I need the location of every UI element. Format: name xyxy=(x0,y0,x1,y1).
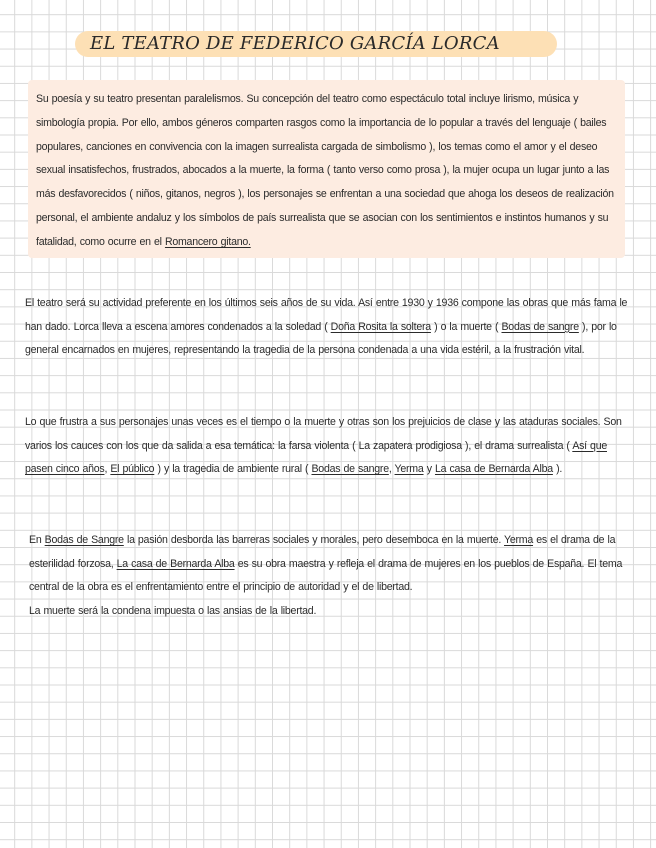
work-title: Bodas de sangre xyxy=(501,320,579,333)
closing-line: La muerte será la condena impuesta o las ansias de la libertad. xyxy=(29,604,317,617)
page-title: EL TEATRO DE FEDERICO GARCÍA LORCA xyxy=(90,33,500,54)
paragraph-text: ) o la muerte ( xyxy=(430,320,502,333)
work-title: Doña Rosita la soltera xyxy=(330,320,431,333)
work-title: El público xyxy=(110,463,155,476)
work-title: Bodas de Sangre xyxy=(44,534,124,546)
paragraph-text: y xyxy=(423,463,435,476)
work-title: Bodas de sangre xyxy=(311,463,389,476)
work-title: Romancero gitano. xyxy=(164,235,251,248)
paragraph-text: , xyxy=(104,463,111,476)
work-title: La casa de Bernarda Alba xyxy=(434,463,553,476)
intro-text: Su poesía y su teatro presentan paralelismos. Su concepción del teatro como espectáculo total incluye lirismo, música y simbología propia. Por ello, ambos géneros comparten rasgos como la importancia de lo popular a través del lenguaje ( bailes populares, canciones en convivencia con la imagen surrealista cargada de simbolismo ), los temas como el amor y el deseo sexual insatisfechos, frustrados, abocados a la muerte, la forma ( tanto verso como prosa ), la mujer ocupa un lugar junto a las más desfavorecidos ( niños, gitanos, negros ), los personajes se enfrentan a una sociedad que ahoga los deseos de realización personal, el ambiente andaluz y los símbolos de país surrealista que se asocian con los sentimientos e instintos humanos y su fatalidad, como ocurre en el xyxy=(36,93,614,248)
paragraph-text: es el drama de la esterilidad forzosa, xyxy=(29,534,616,570)
paragraph-text: ), por lo general encarnados en mujeres, representando la tragedia de la persona condenada a una vida estéril, a la frustración vital. xyxy=(25,320,617,357)
paragraph-3 xyxy=(29,529,635,623)
paragraph-text: Lo que frustra a sus personajes unas veces es el tiempo o la muerte y otras son los prejuicios de clase y las ataduras sociales. Son varios los cauces con los que da salida a esa temática: la farsa violenta ( La zapatera prodigiosa ), el drama surrealista ( xyxy=(25,416,622,452)
paragraph-text: El teatro será su actividad preferente en los últimos seis años de su vida. Así entre 1930 y 1936 compone las obras que más fama le han dado. Lorca lleva a escena amores condenados a la soledad ( xyxy=(25,297,628,333)
work-title: La casa de Bernarda Alba xyxy=(116,557,235,570)
paragraph-text: ) y la tragedia de ambiente rural ( xyxy=(154,463,312,476)
paragraph-2 xyxy=(25,411,635,482)
intro-paragraph xyxy=(36,88,618,255)
paragraph-text: la pasión desborda las barreras sociales y morales, pero desemboca en la muerte. xyxy=(123,534,505,546)
paragraph-1 xyxy=(25,292,635,363)
work-title: Así que pasen cinco años xyxy=(25,439,607,476)
paragraph-text: es su obra maestra y refleja el drama de mujeres en los pueblos de España. El tema central de la obra es el enfrentamiento entre el principio de autoridad y el de libertad. xyxy=(29,557,623,594)
paragraph-text: , xyxy=(388,463,395,476)
paragraph-text: En xyxy=(29,534,45,546)
paragraph-text: ). xyxy=(552,463,563,476)
work-title: Yerma xyxy=(504,534,534,546)
work-title: Yerma xyxy=(394,463,424,476)
